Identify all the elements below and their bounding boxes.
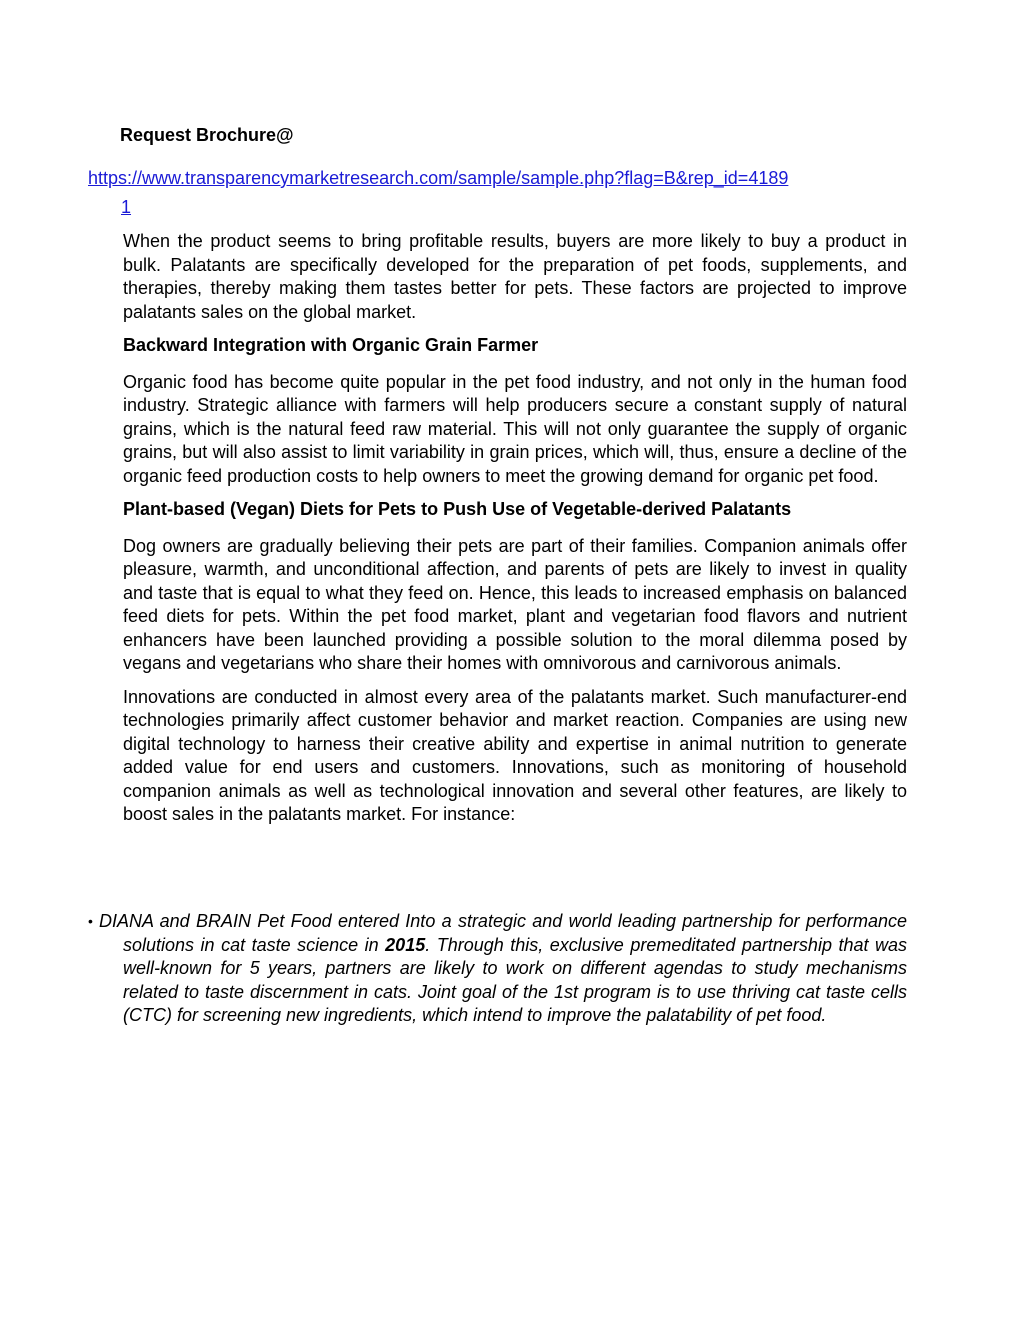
bullet-text-before: DIANA and BRAIN Pet Food entered Into a strategic and world leading partnership for performance solutions in cat taste science in bbox=[99, 911, 907, 955]
brochure-link-block bbox=[88, 164, 888, 222]
brochure-link-continuation[interactable]: 1 bbox=[121, 197, 132, 217]
brochure-link-line2 bbox=[88, 193, 888, 222]
bullet-text bbox=[99, 910, 907, 1028]
paragraph-innovations: Innovations are conducted in almost every area of the palatants market. Such manufacturer-end technologies primarily affect customer behavior and market reaction. Companies are using new digital technology to harness their creative ability and expertise in animal nutrition to generate added value for end users and customers. Innovations, such as monitoring of household companion animals as well as technological innovation and several other features, are likely to boost sales in the palatants market. For instance: bbox=[123, 686, 907, 824]
main-content bbox=[123, 230, 907, 837]
bullet-marker: • bbox=[88, 913, 93, 929]
bullet-list-item bbox=[88, 910, 907, 1028]
paragraph-bulk-buying: When the product seems to bring profitable results, buyers are more likely to buy a product in bulk. Palatants are specifically developed for the preparation of pet foods, supplements, and therapies, thereby making them tastes better for pets. These factors are projected to improve palatants sales on the global market. bbox=[123, 231, 907, 322]
bullet-year: 2015 bbox=[385, 934, 426, 955]
subheading-plant-based-diets: Plant-based (Vegan) Diets for Pets to Push Use of Vegetable-derived Palatants bbox=[123, 499, 792, 519]
paragraph-dog-owners: Dog owners are gradually believing their pets are part of their families. Companion animals offer pleasure, warmth, and unconditional affection, and parents of pets are likely to invest in quality and taste that is equal to what they feed on. Hence, this leads to increased emphasis on balanced feed diets for pets. Within the pet food market, plant and vegetarian food flavors and nutrient enhancers have been launched providing a possible solution to the moral dilemma posed by vegans and vegetarians who share their homes with omnivorous and carnivorous animals. bbox=[123, 535, 907, 673]
request-brochure-label: Request Brochure@ bbox=[120, 125, 294, 145]
paragraph-organic-food: Organic food has become quite popular in the pet food industry, and not only in the human food industry. Strategic alliance with farmers will help producers secure a constant supply of natural grains, which is the natural feed raw material. This will not only guarantee the supply of organic grains, but will also assist to limit variability in grain prices, which will, thus, ensure a decline of the organic feed production costs to help owners to meet the growing demand for organic pet food. bbox=[123, 371, 907, 486]
brochure-link[interactable]: https://www.transparencymarketresearch.com/sample/sample.php?flag=B&rep_id=4189 bbox=[88, 168, 789, 188]
subheading-backward-integration: Backward Integration with Organic Grain Farmer bbox=[123, 335, 539, 355]
bullet-text-after: . Through this, exclusive premeditated partnership that was well-known for 5 years, partners are likely to work on different agendas to study mechanisms related to taste discernment in cats. Joint goal of the 1st program is to use thriving cat taste cells (CTC) for screening new ingredients, which intend to improve the palatability of pet food. bbox=[123, 934, 907, 1025]
brochure-link-line1 bbox=[88, 164, 888, 193]
